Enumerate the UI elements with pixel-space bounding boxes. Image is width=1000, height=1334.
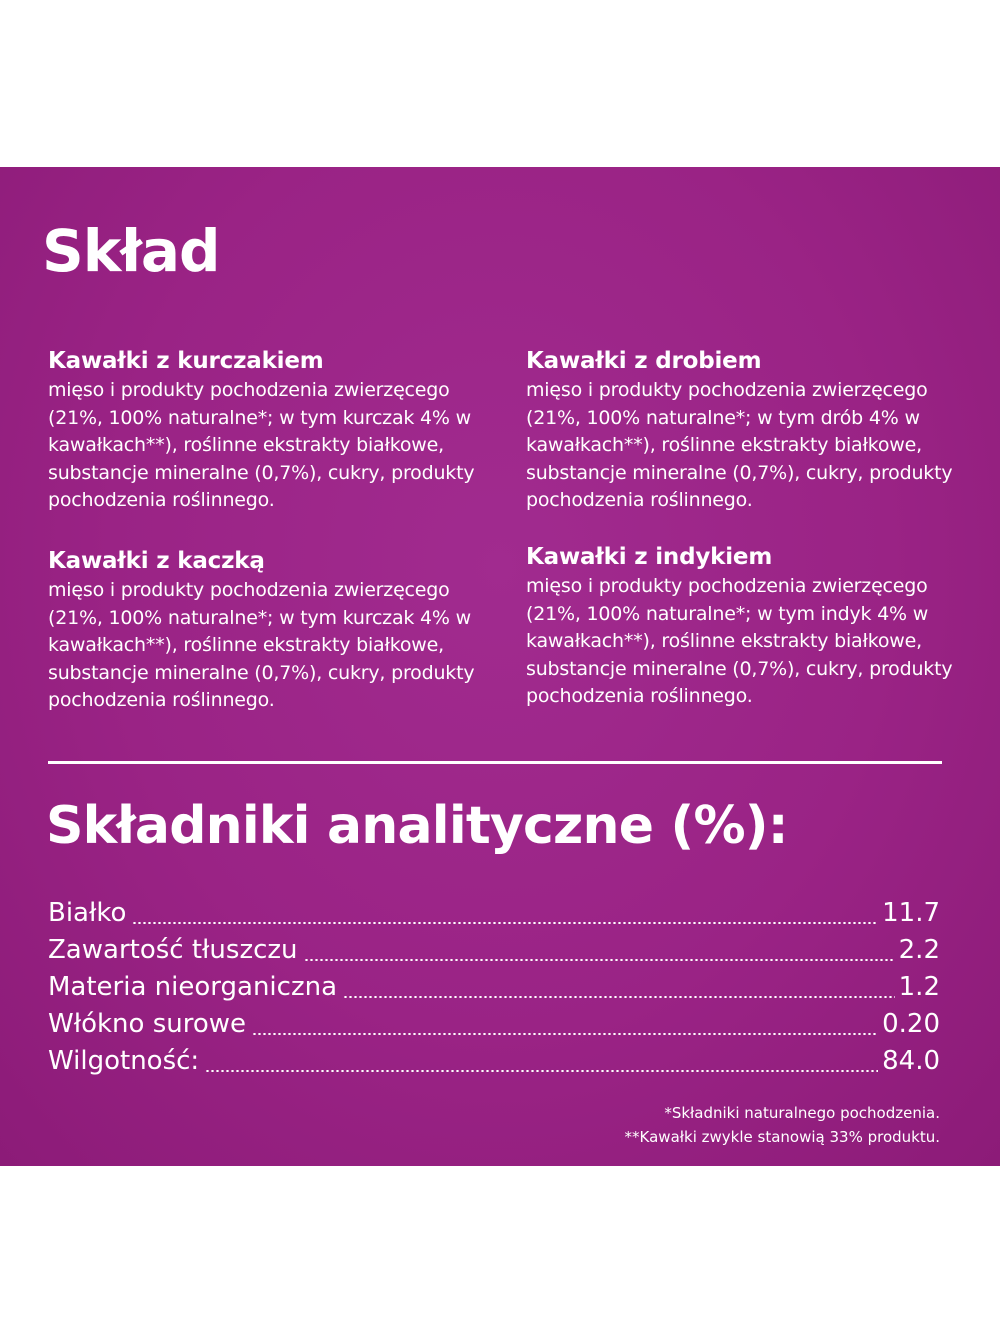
recipe-poultry xyxy=(526,345,976,515)
recipe-turkey xyxy=(526,541,976,711)
dot-leader xyxy=(132,922,878,924)
footnotes xyxy=(625,1101,940,1149)
dot-leader xyxy=(252,1033,878,1035)
analytics-table xyxy=(48,895,940,1080)
recipe-ingredients: mięso i produkty pochodzenia zwierzęcego (21%, 100% naturalne*; w tym drób 4% w kawałkach**), roślinne ekstrakty białkowe, substancje mineralne (0,7%), cukry, produkty pochodzenia roślinnego. xyxy=(526,379,953,511)
analytics-row-fibre xyxy=(48,1006,940,1043)
footnote-natural: *Składniki naturalnego pochodzenia. xyxy=(664,1104,940,1122)
recipe-ingredients: mięso i produkty pochodzenia zwierzęcego (21%, 100% naturalne*; w tym indyk 4% w kawałkach**), roślinne ekstrakty białkowe, substancje mineralne (0,7%), cukry, produkty pochodzenia roślinnego. xyxy=(526,575,953,707)
analytics-label: Zawartość tłuszczu xyxy=(48,935,298,965)
analytics-value: 2.2 xyxy=(898,935,940,965)
analytics-value: 1.2 xyxy=(898,972,940,1002)
recipe-ingredients: mięso i produkty pochodzenia zwierzęcego (21%, 100% naturalne*; w tym kurczak 4% w kawałkach**), roślinne ekstrakty białkowe, substancje mineralne (0,7%), cukry, produkty pochodzenia roślinnego. xyxy=(48,379,475,511)
footnote-chunks: **Kawałki zwykle stanowią 33% produktu. xyxy=(624,1128,940,1146)
analytics-label: Białko xyxy=(48,898,127,928)
analytics-value: 0.20 xyxy=(882,1009,940,1039)
analytics-title: Składniki analityczne (%): xyxy=(46,796,788,856)
analytics-row-protein xyxy=(48,895,940,932)
dot-leader xyxy=(304,959,895,961)
recipe-chicken xyxy=(48,345,498,515)
dot-leader xyxy=(205,1070,878,1072)
analytics-value: 11.7 xyxy=(882,898,940,928)
section-divider xyxy=(48,761,942,764)
recipe-name: Kawałki z drobiem xyxy=(526,348,762,374)
analytics-label: Włókno surowe xyxy=(48,1009,247,1039)
recipe-ingredients: mięso i produkty pochodzenia zwierzęcego (21%, 100% naturalne*; w tym kurczak 4% w kawałkach**), roślinne ekstrakty białkowe, substancje mineralne (0,7%), cukry, produkty pochodzenia roślinnego. xyxy=(48,579,475,711)
analytics-label: Materia nieorganiczna xyxy=(48,972,337,1002)
dot-leader xyxy=(343,996,895,998)
analytics-row-ash xyxy=(48,969,940,1006)
analytics-value: 84.0 xyxy=(882,1046,940,1076)
recipe-name: Kawałki z kurczakiem xyxy=(48,348,324,374)
recipe-duck xyxy=(48,545,498,715)
recipe-name: Kawałki z kaczką xyxy=(48,548,265,574)
recipe-name: Kawałki z indykiem xyxy=(526,544,773,570)
analytics-label: Wilgotność: xyxy=(48,1046,200,1076)
analytics-row-fat xyxy=(48,932,940,969)
composition-panel xyxy=(0,167,1000,1166)
analytics-row-moisture xyxy=(48,1043,940,1080)
composition-title: Skład xyxy=(42,217,220,285)
